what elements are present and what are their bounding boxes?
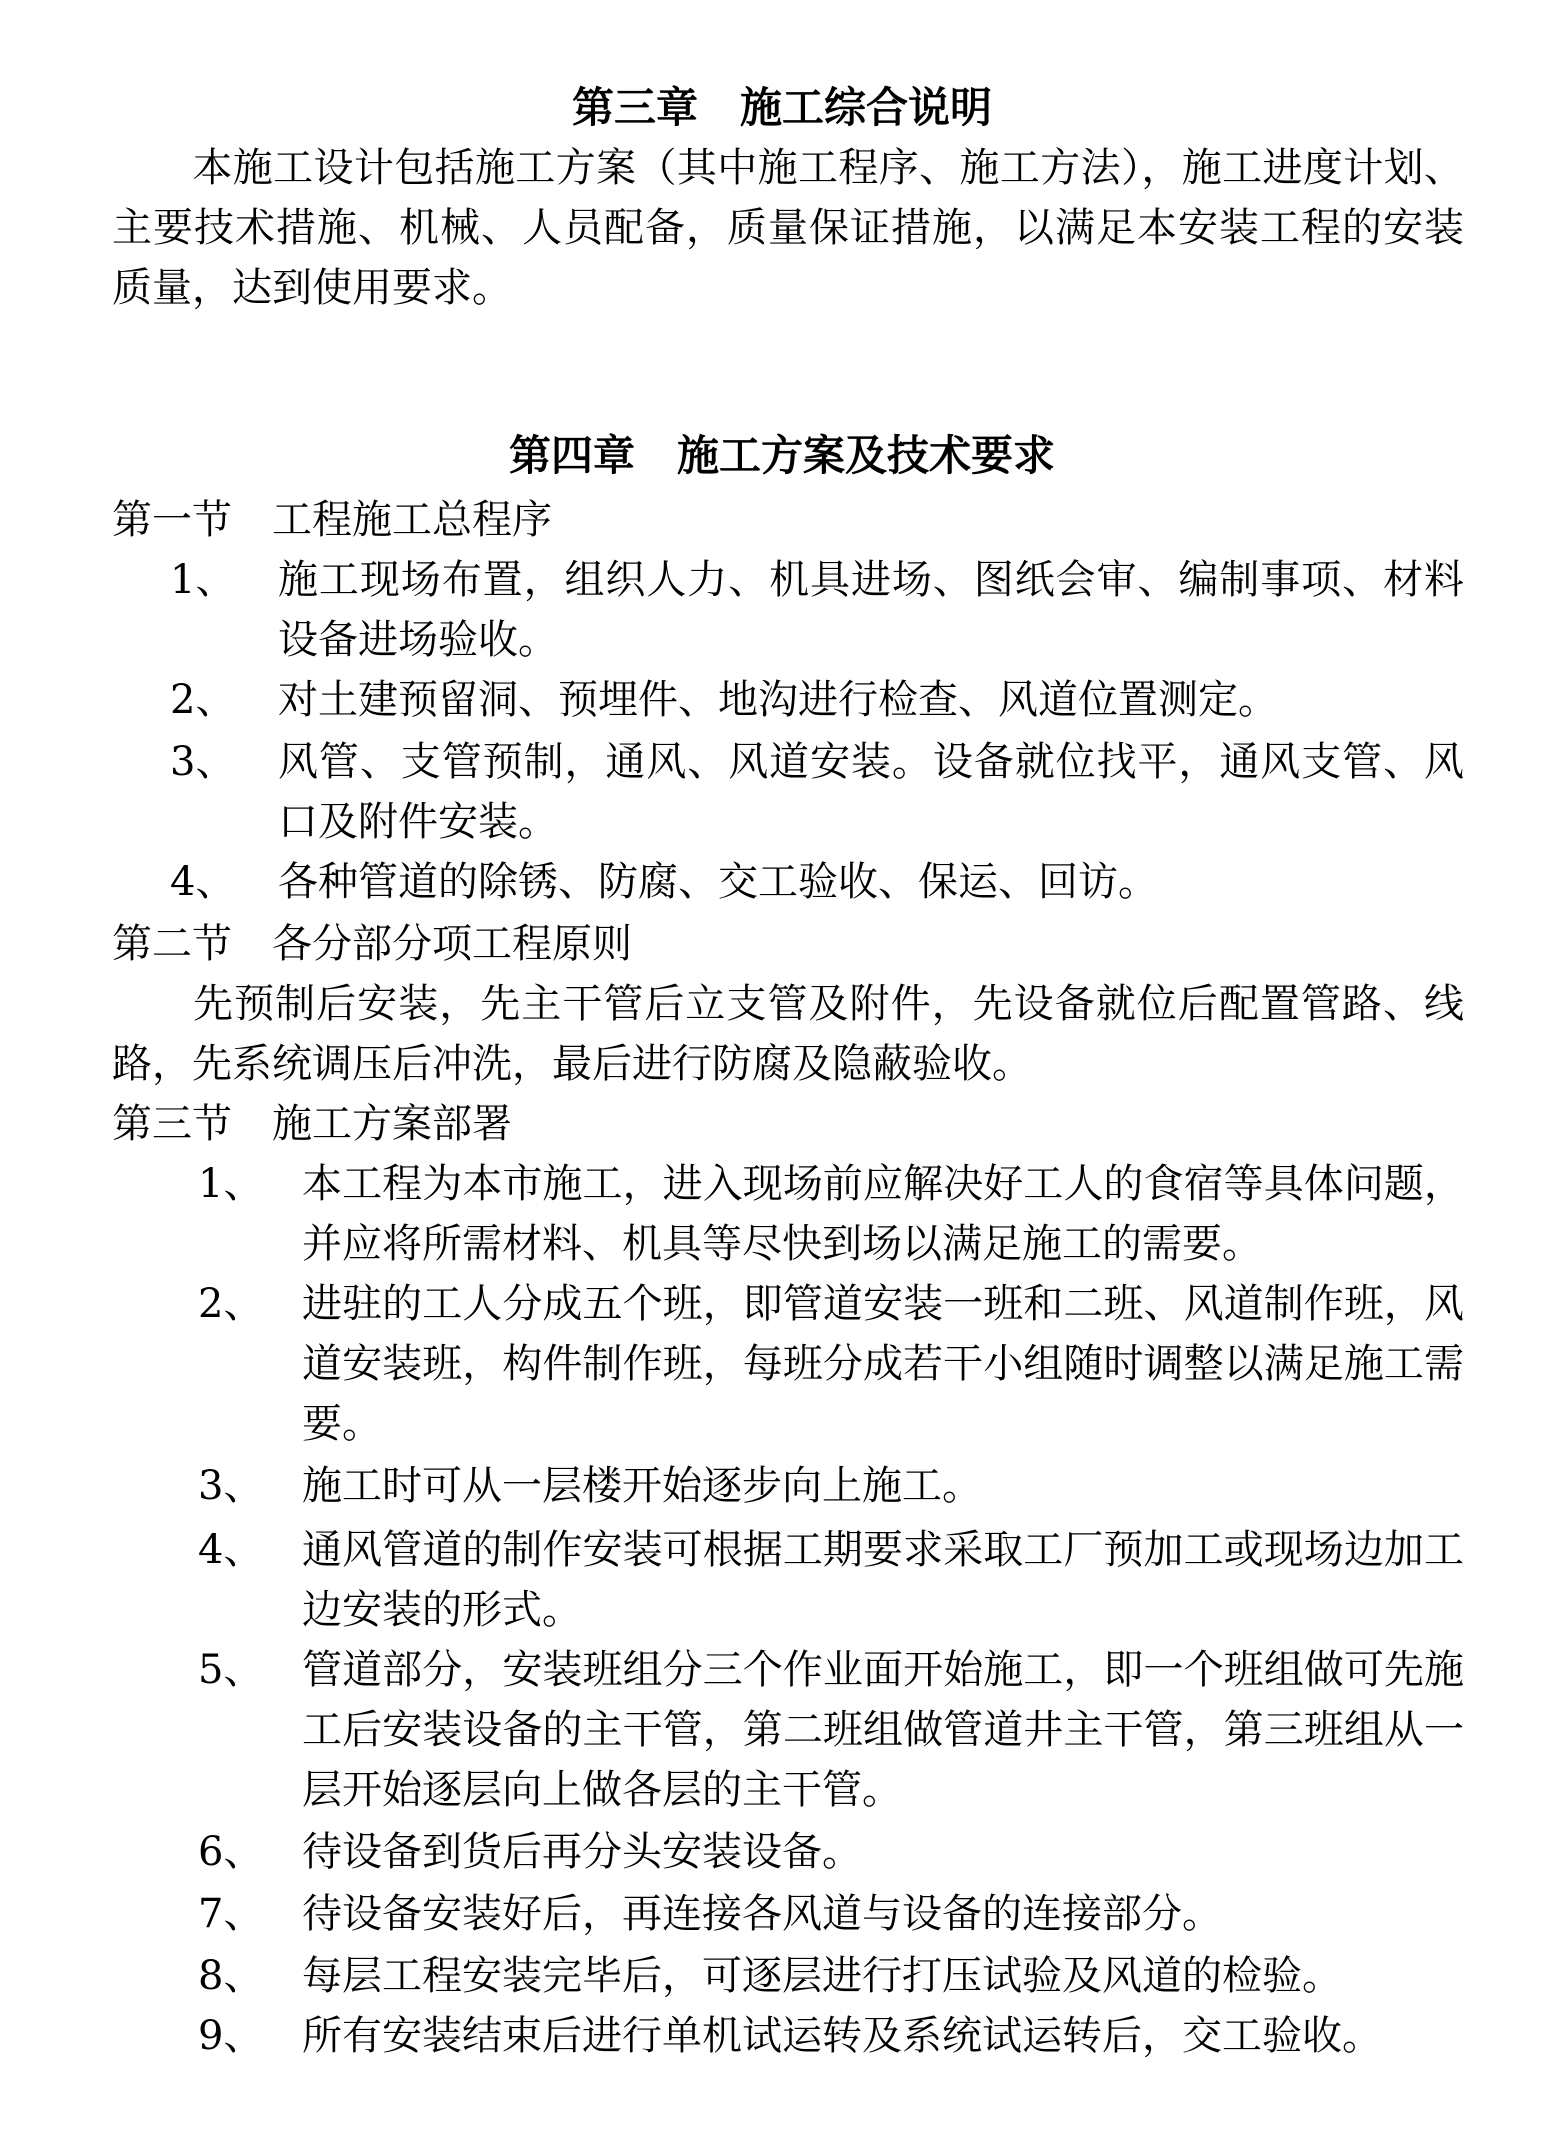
section-3-title: 施工方案部署 — [272, 1101, 512, 1147]
list-item-text: 通风管道的制作安装可根据工期要求采取工厂预加工或现场边加工边安装的形式。 — [302, 1527, 1464, 1633]
section-2-number: 第二节 — [112, 921, 232, 967]
list-item-text: 各种管道的除锈、防腐、交工验收、保运、回访。 — [278, 859, 1158, 905]
section-1-number: 第一节 — [112, 497, 232, 543]
list-item-number: 1、 — [198, 1161, 264, 1207]
list-item-text: 施工现场布置，组织人力、机具进场、图纸会审、编制事项、材料设备进场验收。 — [278, 557, 1464, 663]
list-item-number: 3、 — [198, 1463, 264, 1509]
section-1-heading — [112, 490, 552, 550]
section-3-number: 第三节 — [112, 1101, 232, 1147]
chapter-3-body — [112, 138, 1464, 318]
list-item-number: 2、 — [170, 677, 236, 723]
list-item-text: 风管、支管预制，通风、风道安装。设备就位找平，通风支管、风口及附件安装。 — [278, 739, 1464, 845]
list-item-text: 本工程为本市施工，进入现场前应解决好工人的食宿等具体问题，并应将所需材料、机具等尽快到场以满足施工的需要。 — [302, 1161, 1464, 1267]
list-item-number: 4、 — [198, 1527, 264, 1573]
list-item-number: 8、 — [198, 1953, 264, 1999]
list-item-text: 每层工程安装完毕后，可逐层进行打压试验及风道的检验。 — [302, 1953, 1342, 1999]
section-2-heading — [112, 914, 632, 974]
list-item-number: 5、 — [198, 1647, 264, 1693]
list-item-number: 7、 — [198, 1891, 264, 1937]
chapter-3-title: 第三章 施工综合说明 — [571, 83, 992, 132]
list-item-number: 1、 — [170, 557, 236, 603]
list-item-text: 对土建预留洞、预埋件、地沟进行检查、风道位置测定。 — [278, 677, 1278, 723]
section-3-heading — [112, 1094, 512, 1154]
list-item-text: 管道部分，安装班组分三个作业面开始施工，即一个班组做可先施工后安装设备的主干管，第二班组做管道井主干管，第三班组从一层开始逐层向上做各层的主干管。 — [302, 1647, 1464, 1813]
list-item-number: 2、 — [198, 1281, 264, 1327]
chapter-4-title: 第四章 施工方案及技术要求 — [508, 431, 1055, 480]
section-2-body — [112, 974, 1464, 1094]
list-item-text: 施工时可从一层楼开始逐步向上施工。 — [302, 1463, 982, 1509]
section-2-body-text: 先预制后安装，先主干管后立支管及附件，先设备就位后配置管路、线路，先系统调压后冲洗，最后进行防腐及隐蔽验收。 — [112, 981, 1464, 1087]
chapter-3-body-text: 本施工设计包括施工方案（其中施工程序、施工方法），施工进度计划、主要技术措施、机械、人员配备，质量保证措施，以满足本安装工程的安装质量，达到使用要求。 — [112, 145, 1464, 311]
list-item-number: 3、 — [170, 739, 236, 785]
list-item-text: 待设备安装好后，再连接各风道与设备的连接部分。 — [302, 1891, 1222, 1937]
section-2-title: 各分部分项工程原则 — [272, 921, 632, 967]
list-item-number: 9、 — [198, 2013, 264, 2059]
list-item-number: 6、 — [198, 1829, 264, 1875]
section-1-title: 工程施工总程序 — [272, 497, 552, 543]
list-item-text: 进驻的工人分成五个班，即管道安装一班和二班、风道制作班，风道安装班，构件制作班，每班分成若干小组随时调整以满足施工需要。 — [302, 1281, 1464, 1447]
list-item-text: 待设备到货后再分头安装设备。 — [302, 1829, 862, 1875]
list-item-text: 所有安装结束后进行单机试运转及系统试运转后，交工验收。 — [302, 2013, 1382, 2059]
list-item-number: 4、 — [170, 859, 236, 905]
